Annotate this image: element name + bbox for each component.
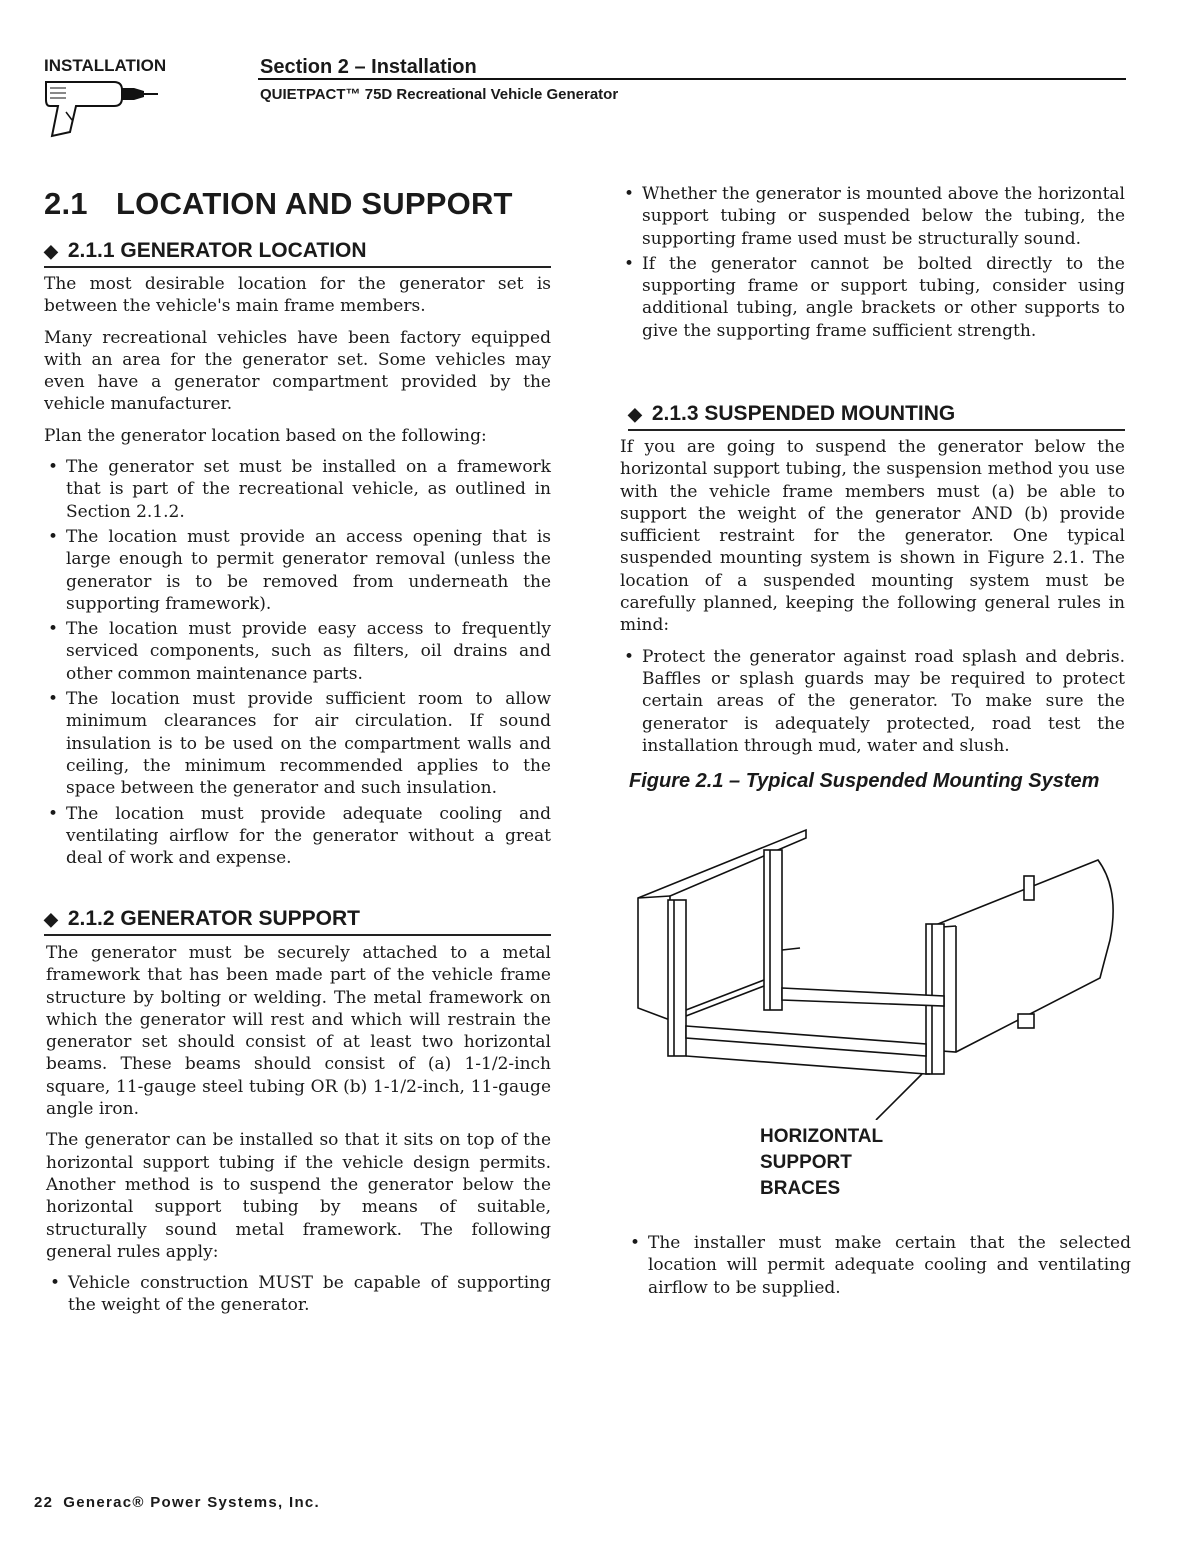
diamond-bullet-icon: ◆ — [44, 241, 58, 261]
section-number: 2.1 — [44, 186, 88, 221]
section-title: Section 2 – Installation — [260, 56, 477, 78]
callout-line: HORIZONTAL — [760, 1126, 884, 1147]
list-item: • Vehicle construction MUST be capable of supporting the weight of the generator. — [46, 1272, 551, 1317]
list-item: • The location must provide easy access to frequently serviced components, such as filters, oil drains and other common maintenance parts. — [44, 618, 551, 685]
suspended-mounting-diagram — [630, 820, 1130, 1120]
generator-location-body — [44, 273, 551, 877]
list-item: • The location must provide sufficient room to allow minimum clearances for air circulation. If sound insulation is to be used on the compartment walls and ceiling, the minimum recommended applies to the space between the generator and such insulation. — [44, 688, 551, 799]
page-number: 22 — [34, 1494, 54, 1511]
suspended-mounting-body-after — [626, 1232, 1131, 1307]
list-item: • If the generator cannot be bolted directly to the supporting frame or support tubing, consider using additional tubing, angle brackets or other supports to give the supporting frame sufficient strength. — [620, 253, 1125, 342]
suspended-bullet-list — [620, 646, 1125, 757]
list-item: • The generator set must be installed on a framework that is part of the recreational vehicle, as outlined in Section 2.1.2. — [44, 456, 551, 523]
paragraph: Many recreational vehicles have been factory equipped with an area for the generator set. Some vehicles may even have a generator compartment provided by the vehicle manufacturer. — [44, 327, 551, 415]
company-name: Generac® Power Systems, Inc. — [63, 1494, 321, 1511]
paragraph: The most desirable location for the generator set is between the vehicle's main frame members. — [44, 274, 551, 317]
paragraph: Plan the generator location based on the following: — [44, 425, 487, 446]
section-title-text: LOCATION AND SUPPORT — [116, 186, 513, 221]
subheading-suspended-mounting: ◆ 2.1.3 SUSPENDED MOUNTING — [628, 402, 1125, 431]
diamond-bullet-icon: ◆ — [628, 404, 642, 424]
list-item: • The location must provide an access opening that is large enough to permit generator removal (unless the generator is to be removed from underneath the supporting framework). — [44, 526, 551, 615]
location-bullet-list — [44, 456, 551, 869]
list-item: • The location must provide adequate cooling and ventilating airflow for the generator without a great deal of work and expense. — [44, 803, 551, 870]
diamond-bullet-icon: ◆ — [44, 909, 58, 929]
list-item: • The installer must make certain that the selected location will permit adequate cooling and ventilating airflow to be supplied. — [626, 1232, 1131, 1299]
subheading-generator-support: ◆ 2.1.2 GENERATOR SUPPORT — [44, 907, 551, 936]
suspended-mounting-body — [620, 436, 1125, 765]
figure-caption: Figure 2.1 – Typical Suspended Mounting System — [629, 770, 1100, 792]
generator-support-body-continued — [620, 183, 1125, 350]
callout-line: BRACES — [760, 1178, 841, 1199]
list-item: • Protect the generator against road splash and debris. Baffles or splash guards may be required to protect certain areas of the generator. To make sure the generator is adequately protected, road test the installation through mud, water and slush. — [620, 646, 1125, 757]
subheading-generator-location: ◆ 2.1.1 GENERATOR LOCATION — [44, 239, 551, 268]
support-bullet-list-continued — [620, 183, 1125, 342]
paragraph: The generator must be securely attached to a metal framework that has been made part of the vehicle frame structure by bolting or welding. The metal framework on which the generator will rest and which will restrain the generator set should consist of at least two horizontal beams. These beams should consist of (a) 1-1/2-inch square, 11-gauge steel tubing OR (b) 1-1/2-inch, 11-gauge angle iron. — [46, 943, 551, 1120]
drill-icon — [44, 76, 164, 146]
page-footer — [34, 1494, 320, 1511]
list-item: • Whether the generator is mounted above the horizontal support tubing or suspended below the tubing, the supporting frame used must be structurally sound. — [620, 183, 1125, 250]
generator-support-body — [46, 942, 551, 1325]
paragraph: If you are going to suspend the generator below the horizontal support tubing, the suspension method you use with the vehicle frame members must (a) be able to support the weight of the generator AND (b) provide sufficient restraint for the generator. One typical suspended mounting system is shown in Figure 2.1. The location of a suspended mounting system must be carefully planned, keeping the following general rules in mind: — [620, 437, 1125, 636]
callout-line: SUPPORT — [760, 1152, 852, 1173]
header-rule — [258, 78, 1126, 80]
figure-callout — [760, 1124, 883, 1202]
section-heading — [44, 186, 513, 222]
suspended-bullet-list-after — [626, 1232, 1131, 1299]
product-title: QUIETPACT™ 75D Recreational Vehicle Generator — [260, 86, 619, 103]
support-bullet-list — [46, 1272, 551, 1317]
installation-label: INSTALLATION — [44, 56, 167, 75]
paragraph: The generator can be installed so that it sits on top of the horizontal support tubing if the vehicle design permits. Another method is to suspend the generator below the horizontal support tubing by means of suitable, structurally sound metal framework. The following general rules apply: — [46, 1130, 551, 1262]
